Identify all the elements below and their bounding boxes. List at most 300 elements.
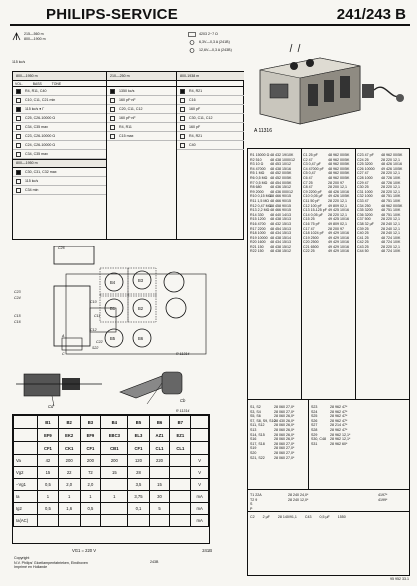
unit-cell: V — [191, 467, 209, 479]
part-entry: 48 726 10/K — [381, 175, 401, 180]
part-entry: C29 47 — [357, 180, 369, 185]
table-row — [14, 503, 209, 515]
part-entry: C19 2500 — [303, 235, 319, 240]
table-header-cell: B4 — [101, 416, 128, 429]
part-entry: C23 47 pF — [357, 153, 374, 157]
table-row — [14, 467, 209, 479]
part-entry: R13 2,2 MΩ — [250, 208, 270, 213]
table-header-cell: CF1 — [38, 442, 59, 455]
part-entry: C17 47 — [303, 226, 315, 231]
part-entry: C1 25 pF — [303, 153, 318, 157]
part-entry: 28 962 47* — [330, 427, 348, 432]
list-item: C34 min — [13, 186, 106, 195]
table-row — [14, 416, 209, 429]
row-label: Va — [14, 455, 38, 467]
speaker-icon — [188, 32, 196, 37]
table-cell: 15 — [149, 479, 170, 491]
component-label: C15 — [14, 314, 21, 318]
part-entry: S3, S4 — [250, 409, 261, 414]
table-cell: 200 — [80, 455, 101, 467]
part-entry: 48 438 15/12 — [270, 249, 291, 254]
table-cell: 3,5 — [128, 479, 149, 491]
table-cell: 1 — [101, 491, 128, 503]
part-entry: C12 100 pF — [303, 203, 322, 208]
part-entry: 28 430 26,0* — [274, 418, 295, 423]
table-cell — [101, 479, 128, 491]
part-entry: 28 962 47* — [330, 405, 348, 409]
part-entry: R7 0,5 MΩ — [250, 180, 268, 185]
table-cell: 2,0 — [58, 479, 80, 491]
unit-cell: mA — [191, 491, 209, 503]
socket-label-left: Cd — [48, 404, 54, 409]
photo-label: A 11316 — [254, 128, 272, 134]
footnote-row — [12, 548, 212, 553]
component-label: C26 — [58, 246, 65, 250]
list-item: C15 max — [107, 132, 176, 141]
header — [10, 6, 410, 26]
part-entry: 28 060 27,0* — [274, 409, 295, 414]
table-header-cell: CL1 — [149, 442, 170, 455]
part-entry: C43 25 — [357, 244, 369, 249]
table-cell: 42 — [38, 455, 59, 467]
capacitor-code-column-2 — [381, 153, 402, 254]
part-entry: S31 — [311, 441, 318, 446]
alignment-col-1 — [13, 72, 107, 239]
part-entry: C7 25 — [303, 180, 313, 185]
part-entry: 28 060 27,0* — [274, 405, 295, 409]
part-entry: C11 50 pF — [303, 198, 320, 203]
part-entry: 48 726 10/K — [381, 180, 401, 185]
list-item: C24, C26-10000 Ω — [13, 141, 106, 150]
wave-range-1: 215—560 m — [24, 32, 44, 36]
part-entry: 28 060 26,0* — [274, 437, 295, 442]
list-item: C10, C11, C21 min — [13, 96, 106, 105]
table-cell — [170, 515, 191, 527]
part-entry: 28 200 12,1 — [328, 185, 347, 190]
part-entry: R3 10 Ω — [250, 162, 264, 167]
list-item: C30, C11, C12 — [177, 114, 244, 123]
part-entry: 48 466 90/15 — [270, 208, 291, 213]
part-entry: 48 724 10/K — [381, 235, 401, 240]
part-entry: 48 962 00/5K — [328, 175, 350, 180]
table-row — [14, 455, 209, 467]
row-label: Ia(AC) — [14, 515, 38, 527]
part-entry: 49 426 10/5K — [328, 194, 350, 199]
part-entry: S28 — [311, 427, 318, 432]
part-entry: C40 25 — [357, 231, 369, 236]
part-entry: S11, S12 — [250, 423, 265, 428]
part-entry: 48 432 15/13 — [270, 221, 291, 226]
part-entry: R12 0,47 MΩ — [250, 203, 272, 208]
table-header-cell: B2 — [58, 416, 80, 429]
part-entry: R19 10000 — [250, 235, 268, 240]
list-item: R4, R11, C40 — [13, 87, 106, 96]
part-entry: C18 1024 pF — [303, 231, 324, 236]
table-header-cell: B5 — [128, 416, 149, 429]
footnote-243: 243B — [150, 560, 159, 564]
coil-column — [311, 405, 326, 446]
part-entry: R21 150 — [250, 244, 264, 249]
part-entry: R8 680 — [250, 185, 262, 190]
part-entry: C14 0,05 µF — [303, 212, 323, 217]
resistor-code-column — [270, 153, 295, 254]
table-cell: 22 — [58, 467, 80, 479]
part-entry: S23 — [311, 405, 318, 409]
tube-label: B1 — [110, 306, 116, 311]
lamp-icon — [188, 48, 196, 53]
list-item: C16 — [177, 96, 244, 105]
part-entry: 28 220 12,1 — [381, 189, 400, 194]
component-label: C12 — [90, 328, 97, 332]
table-cell: 200 — [58, 455, 80, 467]
extra-parts-row: C2 2 µF 28 140/91,1 C43 0,5 µF 1550 — [250, 515, 346, 519]
part-entry: R14 330 — [250, 212, 264, 217]
component-label: C23 — [14, 290, 21, 294]
part-entry: S29 — [311, 432, 318, 437]
unit-cell: V — [191, 479, 209, 491]
table-cell: 120 — [128, 455, 149, 467]
part-entry: 48 454 00/5K — [270, 180, 292, 185]
unit-cell: mA — [191, 515, 209, 527]
table-cell — [101, 503, 128, 515]
part-entry: C24 25 — [357, 157, 369, 162]
tube-label: B2 — [138, 306, 144, 311]
table-cell: 0,1 — [128, 503, 149, 515]
part-entry: C27 47 — [357, 171, 369, 176]
part-entry: R9 2000 — [250, 189, 264, 194]
table-cell — [101, 515, 128, 527]
part-entry: 48 436 15/12 — [270, 185, 291, 190]
transformer-column — [250, 493, 262, 511]
part-entry: C6 47 — [303, 175, 313, 180]
list-item: R4, R21 — [177, 132, 244, 141]
part-entry: 49 429 10/16 — [328, 235, 349, 240]
component-label: C — [62, 352, 65, 356]
part-entry: 28 220 12,1 — [381, 171, 400, 176]
coil-code-column — [330, 405, 350, 446]
part-entry: R4 47000 — [250, 166, 266, 171]
part-entry: 48 426 10/16 — [381, 162, 402, 167]
part-entry: 49 429 10/16 — [328, 231, 349, 236]
list-item: 160 pF·nF — [107, 96, 176, 105]
row-label: Ig2 — [14, 503, 38, 515]
part-entry: R1 15000 Ω — [250, 153, 270, 157]
table-cell — [149, 467, 170, 479]
part-entry: 28 240 12,1 — [381, 221, 400, 226]
tube-label: B5 — [110, 336, 116, 341]
table-header-cell: CL1 — [170, 442, 191, 455]
part-entry: 48 962 00/5K — [328, 166, 350, 171]
alignment-table — [12, 71, 244, 240]
page-number: 95 952 33.1 — [390, 577, 409, 582]
part-entry: 48 466 90/15 — [270, 194, 291, 199]
model-number: 241/243 B — [336, 6, 406, 23]
part-entry: 48 962 00/5K — [381, 203, 403, 208]
part-entry: S27 — [311, 423, 318, 428]
table-cell — [170, 479, 191, 491]
lamp-spec-243: 12,6V—0,3 A (243B) — [199, 48, 232, 53]
part-entry: 48 751 10/K — [381, 198, 401, 203]
part-entry: 28 060 27,0* — [274, 455, 295, 460]
part-entry: 48 434 15/13 — [270, 231, 291, 236]
chassis-layout-diagram — [14, 246, 224, 364]
part-entry: 28 220 12,1 — [381, 244, 400, 249]
band-header: 800-1938 m — [177, 72, 244, 81]
table-cell — [80, 515, 101, 527]
part-entry: C31 1000 — [357, 189, 373, 194]
part-entry: C13 15-125 pF — [303, 208, 327, 213]
power-info — [188, 32, 258, 53]
table-cell — [149, 515, 170, 527]
list-item: 160 pF — [177, 123, 244, 132]
table-cell — [128, 515, 149, 527]
part-entry: S16 — [250, 437, 257, 442]
part-entry: S20 — [250, 450, 257, 455]
part-entry: C3 0,47 µF — [303, 162, 321, 167]
table-row — [14, 442, 209, 455]
chassis-photo — [250, 40, 408, 138]
part-entry: S25 — [311, 414, 318, 419]
part-entry: S7, S8, S9, S10 — [250, 418, 276, 423]
part-entry: S17, S18 — [250, 441, 265, 446]
part-entry: 48 438 15/16 — [270, 166, 291, 171]
part-entry: S — [250, 502, 253, 507]
part-entry: 28 220 12,1 — [381, 185, 400, 190]
component-label: C24 — [14, 296, 21, 300]
part-entry: 28 962 47* — [330, 409, 348, 414]
socket-label-right: Cb — [180, 398, 186, 403]
part-entry: 48 436 000/12 — [270, 189, 293, 194]
part-entry: S26 — [311, 418, 318, 423]
part-entry: 49 809 02,1 — [328, 203, 347, 208]
list-item: 160 pF — [177, 105, 244, 114]
table-cell: 2,0 — [80, 479, 101, 491]
table-header-cell: CF1 — [80, 442, 101, 455]
table-cell: 3,75 — [128, 491, 149, 503]
part-entry: P — [250, 506, 253, 511]
tube-voltage-table — [12, 414, 210, 544]
list-item: C23, C26-10000 Ω — [13, 132, 106, 141]
part-entry: 28 060 26,0* — [274, 423, 295, 428]
part-entry: 28 060 27,0* — [274, 446, 295, 451]
tube-label: B3 — [138, 278, 144, 283]
part-entry: 49 809 02,1 — [328, 221, 347, 226]
table-header-cell: EL3 — [128, 429, 149, 442]
part-entry: 28 220 12,1 — [328, 212, 347, 217]
part-entry: S19 — [250, 446, 257, 451]
transformer-ref-column — [378, 493, 387, 502]
part-entry: 28 240 12,1 — [381, 226, 400, 231]
part-entry: 28 214 47* — [330, 423, 348, 428]
part-entry: 28 240 24,0* — [288, 493, 309, 497]
capacitor-column — [303, 153, 327, 254]
table-cell: 220 — [149, 455, 170, 467]
table-header-cell: B1 — [38, 416, 59, 429]
table-header-cell: EZ1 — [170, 429, 191, 442]
part-entry: 28 060 26,0* — [274, 427, 295, 432]
part-entry: R18 1000 — [250, 231, 266, 236]
part-entry: C10 0,05 µF — [303, 194, 323, 199]
part-entry: 48 438 1000/12 — [270, 157, 295, 162]
part-entry: 28 962 12,1* — [330, 432, 351, 437]
list-item: 160 pF·nF — [107, 114, 176, 123]
part-entry: C8 47 — [303, 185, 313, 190]
table-row — [14, 491, 209, 503]
list-item: 1350 kc/s — [107, 87, 176, 96]
part-entry: C44 50 — [357, 249, 369, 254]
tube-label: B6 — [138, 336, 144, 341]
table-cell: 1 — [38, 491, 59, 503]
part-entry: C38 32 µF — [357, 221, 374, 226]
part-entry: 28 240 12,0* — [288, 497, 309, 502]
part-entry: 48 438 15/14 — [270, 235, 291, 240]
part-entry: 48 962 00/5K — [328, 157, 350, 162]
part-entry: C32 1000 — [357, 194, 373, 199]
band-header: 800—1950 m — [13, 72, 106, 81]
part-entry: R17 2200 — [250, 226, 266, 231]
part-entry: C4 47000 pF — [303, 166, 324, 171]
copyright-block: Copyright N.V. Philips' Gloeilampenfabrieken, Eindhoven Imprimé en Hollande — [14, 556, 88, 570]
part-entry: 48 453 10/12 — [270, 162, 291, 167]
part-entry: C15 25 — [303, 217, 315, 222]
switch-column — [250, 405, 276, 460]
part-entry: T2 9 — [250, 497, 258, 502]
part-entry: C22 25 — [303, 249, 315, 254]
part-entry: R11 1,5 MΩ — [250, 198, 269, 203]
part-entry: 28 060 27,0* — [274, 441, 295, 446]
part-entry: C37 500 — [357, 217, 371, 222]
part-entry: C35 3200 — [357, 208, 373, 213]
unit-cell: V — [191, 455, 209, 467]
part-entry: 48 458 90/15 — [270, 203, 291, 208]
transformer-code-column — [288, 493, 308, 502]
alignment-col-3 — [177, 72, 244, 239]
table-cell — [170, 467, 191, 479]
table-cell: 15 — [38, 467, 59, 479]
table-cell: 0,5 — [80, 503, 101, 515]
part-entry: 28 240 12,1 — [381, 231, 400, 236]
table-cell: 0,5 — [38, 479, 59, 491]
table-cell — [38, 515, 59, 527]
list-item: C25, C26-10000 Ω — [13, 114, 106, 123]
table-header-cell: EF9 — [38, 429, 59, 442]
row-label: Vg2 — [14, 467, 38, 479]
part-entry: C30 25 — [357, 185, 369, 190]
part-entry: 4199* — [378, 497, 388, 502]
row-label: Ia — [14, 491, 38, 503]
capacitor-column-2 — [357, 153, 375, 254]
socket-caption: R 11314 — [176, 409, 190, 413]
alignment-col-2 — [107, 72, 177, 239]
table-row — [14, 515, 209, 527]
part-entry: 48 438 15/13 — [270, 217, 291, 222]
list-item: C40 — [177, 141, 244, 150]
list-item: R4, R11 — [107, 123, 176, 132]
switch-code-column — [274, 405, 294, 460]
list-item: C34, C35 max — [13, 150, 106, 159]
table-header-cell: EK2 — [58, 429, 80, 442]
part-entry: 48 962 00/5K — [328, 153, 350, 157]
capacitor-code-column — [328, 153, 349, 254]
footnote-241: 241B — [202, 548, 212, 553]
speaker-spec: 4203 2~7 Ω — [199, 32, 218, 37]
part-entry: C36 3200 — [357, 212, 373, 217]
part-entry: 48 452 00/5K — [270, 175, 292, 180]
table-cell — [170, 503, 191, 515]
list-item: 115 kc/s ● Γ — [13, 105, 106, 114]
part-entry: C5 0,47 — [303, 171, 316, 176]
part-entry: 28 200 97 — [328, 226, 344, 231]
part-entry: 48 452 00/5K — [270, 171, 292, 176]
table-header-cell: EF9 — [80, 429, 101, 442]
part-entry: C33 47 — [357, 198, 369, 203]
part-entry: S13 — [250, 427, 257, 432]
part-entry: S1, S2 — [250, 405, 261, 409]
part-entry: C39 25 — [357, 226, 369, 231]
part-entry: 48 440 14/13 — [270, 212, 291, 217]
part-entry: 49 429 10/16 — [328, 249, 349, 254]
part-entry: C26 10000 — [357, 166, 375, 171]
parts-list — [247, 148, 410, 576]
part-entry: R10 0,15 MΩ — [250, 194, 272, 199]
part-entry: 48 962 00/5K — [328, 162, 350, 167]
part-entry: C28 1000 — [357, 175, 373, 180]
list-item: R4, R21 — [177, 87, 244, 96]
table-cell: 72 — [80, 467, 101, 479]
part-entry: 48 751 10/K — [381, 194, 401, 199]
table-header-cell: CK1 — [58, 442, 80, 455]
part-entry: 28 220 12,1 — [381, 217, 400, 222]
component-label: C10 — [90, 300, 97, 304]
part-entry: C34 250 — [357, 203, 371, 208]
part-entry: 49 429 10/16 — [328, 240, 349, 245]
part-entry: 48 426 10/16 — [328, 189, 349, 194]
component-label: A — [62, 334, 65, 338]
table-cell: 5 — [149, 503, 170, 515]
part-entry: C42 25 — [357, 240, 369, 245]
row-label: −Vg1 — [14, 479, 38, 491]
part-entry: 28 962 47* — [330, 414, 348, 419]
part-entry: C9 2200 pF — [303, 189, 322, 194]
list-item: C34, C35 max — [13, 123, 106, 132]
part-entry: 49 426 10/5K — [381, 166, 403, 171]
column-subheader: VOL. BASS TONE — [13, 81, 106, 87]
part-entry: 48 438 15/12 — [270, 244, 291, 249]
part-entry: 49 425 10/16 — [328, 208, 349, 213]
part-entry: R20 1600 — [250, 240, 266, 245]
part-entry: 48 751 10/K — [381, 208, 401, 213]
antenna-icon — [12, 32, 21, 41]
wave-range-2: 800—1900 m — [24, 36, 46, 41]
lamp-icon — [188, 40, 196, 45]
part-entry: 28 962 47* — [330, 418, 348, 423]
table-cell: 1,6 — [58, 503, 80, 515]
part-entry: 48 432 19/10K — [270, 153, 294, 157]
resistor-column — [250, 153, 271, 254]
part-entry: 28 962 12,1* — [330, 437, 351, 442]
table-cell: 1 — [80, 491, 101, 503]
part-entry: C16 75 pF — [303, 221, 320, 226]
table-header-cell: CF1 — [128, 442, 149, 455]
table-header-cell: B3 — [80, 416, 101, 429]
unit-cell: mA — [191, 503, 209, 515]
list-item: C30, C31, C32 max — [13, 168, 106, 177]
table-cell — [58, 515, 80, 527]
part-entry: 48 466 90/15 — [270, 198, 291, 203]
part-entry: 28 200 97 — [328, 180, 344, 185]
part-entry: 28 220 12,1 — [328, 198, 347, 203]
part-entry: 48 962 00/5K — [381, 153, 403, 157]
